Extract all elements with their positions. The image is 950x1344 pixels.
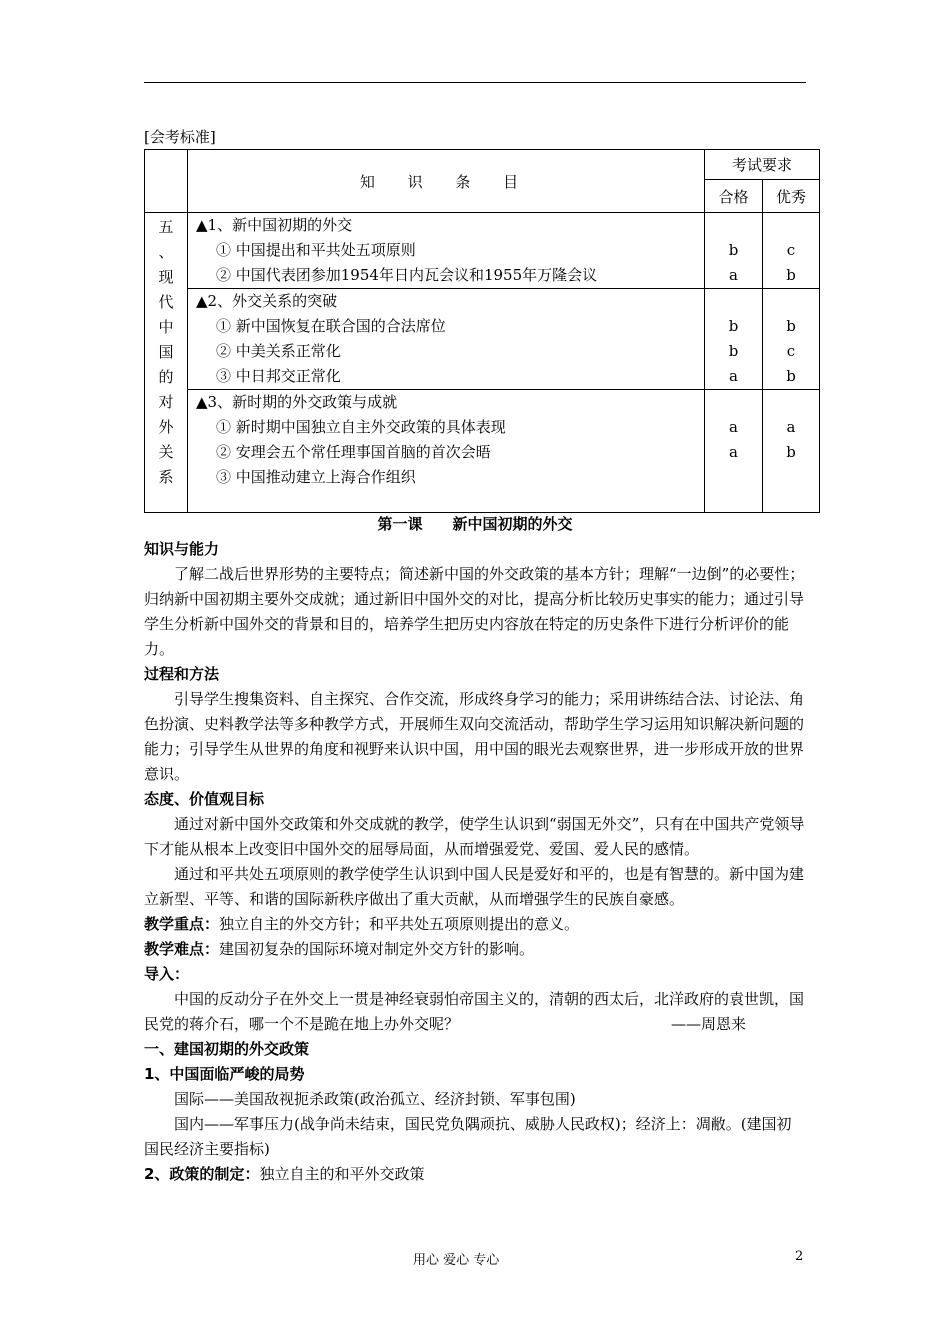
unit-label: 五 、 现 代 中 国 的 对 外 关 系 [145,213,188,513]
exam-requirement-header: 考试要求 [705,150,820,180]
lesson-body [144,512,806,1187]
section-1-pass: b a [705,213,763,289]
knowledge-items-header: 知 识 条 目 [188,150,705,213]
standard-label: [会考标准] [144,128,216,146]
section-2-cell [188,289,705,390]
section-title: ▲2、外交关系的突破 [196,292,338,310]
footer-text: 用心 爱心 专心 [413,1253,500,1268]
section-3-cell [188,390,705,513]
item-text: ① 新时期中国独立自主外交政策的具体表现 [216,418,506,436]
paragraph-process: 引导学生搜集资料、自主探究、合作交流，形成终身学习的能力；采用讲练结合法、讨论法、角色扮演、史料教学法等多种教学方式，开展师生双向交流活动，帮助学生学习运用知识解决新问题的能力；引导学生从世界的角度和视野来认识中国，用中国的眼光去观察世界，进一步形成开放的世界意识。 [144,690,805,783]
paragraph-knowledge: 了解二战后世界形势的主要特点；简述新中国的外交政策的基本方针；理解“一边倒”的必要性；归纳新中国初期主要外交成就；通过新旧中国外交的对比，提高分析比较历史事实的能力；通过引导学生分析新中国外交的背景和目的，培养学生把历史内容放在特定的历史条件下进行分析评价的能力。 [144,565,805,658]
page-number: 2 [795,1249,804,1264]
heading-knowledge: 知识与能力 [144,540,220,558]
section-3-pass: a a [705,390,763,513]
section-2-pass: b b a [705,289,763,390]
paragraph-attitude-2: 通过和平共处五项原则的教学使学生认识到中国人民是爱好和平的，也是有智慧的。新中国为建立新型、平等、和谐的国际新秩序做出了重大贡献，从而增强学生的民族自豪感。 [144,865,805,908]
section-title: ▲1、新中国初期的外交 [196,216,353,234]
item-text: ② 中国代表团参加1954年日内瓦会议和1955年万隆会议 [216,266,598,284]
domestic-situation: 国内——军事压力(战争尚未结束，国民党负隅顽抗、威胁人民政权)；经济上：凋敝。(建国初国民经济主要指标) [144,1115,792,1158]
quote-source: ——周恩来 [670,1015,746,1033]
item-text: ① 中国提出和平共处五项原则 [216,241,416,259]
intro-quote: 中国的反动分子在外交上一贯是神经衰弱怕帝国主义的，清朝的西太后，北洋政府的袁世凯，国民党的蒋介石，哪一个不是跪在地上办外交呢？ ——周恩来 [144,987,806,1037]
lesson-title: 第一课 新中国初期的外交 [377,515,573,533]
item-text: ③ 中日邦交正常化 [216,367,341,385]
header-rule [144,82,806,83]
item-text: ③ 中国推动建立上海合作组织 [216,468,416,486]
item-text: ① 新中国恢复在联合国的合法席位 [216,317,446,335]
section-title: ▲3、新时期的外交政策与成就 [196,393,398,411]
item-text: ② 中美关系正常化 [216,342,341,360]
pass-header: 合格 [705,180,763,213]
standards-table [144,149,820,513]
teaching-difficulty: 教学难点：建国初复杂的国际环境对制定外交方针的影响。 [144,940,535,958]
section-1-excellent: c b [763,213,820,289]
section-heading-1: 一、建国初期的外交政策 [144,1040,310,1058]
subsection-heading-1: 1、中国面临严峻的局势 [144,1065,305,1083]
international-situation: 国际——美国敌视扼杀政策(政治孤立、经济封锁、军事包围) [174,1090,576,1108]
heading-process: 过程和方法 [144,665,220,683]
teaching-key: 教学重点：独立自主的外交方针；和平共处五项原则提出的意义。 [144,915,580,933]
paragraph-attitude-1: 通过对新中国外交政策和外交成就的教学，使学生认识到“弱国无外交”，只有在中国共产党领导下才能从根本上改变旧中国外交的屈辱局面，从而增强爱党、爱国、爱人民的感情。 [144,815,805,858]
table-corner-cell [145,150,188,213]
section-3-excellent: a b [763,390,820,513]
intro-label: 导入： [144,965,190,983]
section-1-cell [188,213,705,289]
section-2-excellent: b c b [763,289,820,390]
item-text: ② 安理会五个常任理事国首脑的首次会晤 [216,443,491,461]
subsection-heading-2: 2、政策的制定：独立自主的和平外交政策 [144,1165,425,1183]
excellent-header: 优秀 [763,180,820,213]
heading-attitude: 态度、价值观目标 [144,790,265,808]
